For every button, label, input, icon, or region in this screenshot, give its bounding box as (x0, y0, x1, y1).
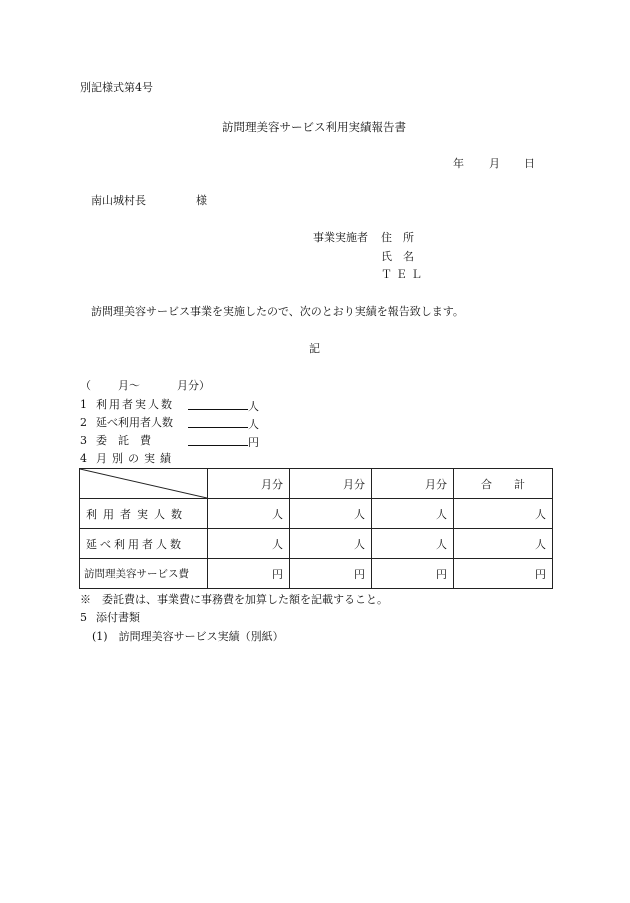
header-month-2: 月分 (290, 469, 372, 499)
table-cell[interactable]: 人 (208, 499, 290, 529)
table-cell[interactable]: 人 (372, 529, 454, 559)
address-label: 住 所 (381, 231, 414, 244)
item-unit: 円 (248, 436, 259, 449)
item-label: 月別の実績 (96, 452, 176, 465)
ki-heading: 記 (309, 342, 320, 355)
table-cell[interactable]: 人 (290, 529, 372, 559)
monthly-results-table (79, 468, 553, 589)
date-day: 日 (524, 157, 535, 170)
item-number: 3 (80, 434, 87, 447)
note: ※ 委託費は、事業費に事務費を加算した額を記載すること。 (80, 593, 388, 606)
blank-line[interactable] (188, 398, 248, 410)
blank-line[interactable] (188, 434, 248, 446)
table-row (80, 529, 553, 559)
table-cell[interactable]: 円 (372, 559, 454, 589)
table-cell[interactable]: 円 (290, 559, 372, 589)
period-open: （ (80, 379, 91, 392)
attachments-label: 添付書類 (96, 611, 140, 624)
date-month: 月 (489, 157, 500, 170)
item-label: 委 託 費 (96, 434, 151, 447)
addressee-name: 南山城村長 (91, 194, 146, 207)
item-entry (188, 416, 259, 432)
item-number: 2 (80, 416, 87, 429)
attachment-item: (1) 訪問理美容サービス実績（別紙） (92, 630, 284, 643)
item-entry (188, 434, 259, 450)
table-cell[interactable]: 人 (454, 499, 553, 529)
diagonal-line (80, 469, 207, 498)
item-number: 1 (80, 398, 87, 411)
row-label: 訪問理美容サービス費 (80, 559, 208, 589)
row-label: 利用者実人数 (80, 499, 208, 529)
item-unit: 人 (248, 400, 259, 413)
table-cell[interactable]: 円 (208, 559, 290, 589)
table-cell[interactable]: 人 (454, 529, 553, 559)
header-month-1: 月分 (208, 469, 290, 499)
table-cell[interactable]: 円 (454, 559, 553, 589)
row-label: 延べ利用者人数 (80, 529, 208, 559)
item-unit: 人 (248, 418, 259, 431)
form-number: 別記様式第4号 (80, 81, 153, 94)
item-number: 4 (80, 452, 87, 465)
implementer-label: 事業実施者 (313, 231, 368, 244)
statement: 訪問理美容サービス事業を実施したので、次のとおり実績を報告致します。 (91, 305, 464, 318)
table-header-row (80, 469, 553, 499)
addressee-honorific: 様 (196, 194, 207, 207)
document-title: 訪問理美容サービス利用実績報告書 (222, 120, 406, 134)
item-label: 利用者実人数 (96, 398, 174, 411)
blank-line[interactable] (188, 416, 248, 428)
table-cell[interactable]: 人 (208, 529, 290, 559)
header-month-3: 月分 (372, 469, 454, 499)
date-year: 年 (453, 157, 464, 170)
name-label: 氏 名 (381, 250, 414, 263)
table-row (80, 559, 553, 589)
attachments-number: 5 (80, 611, 87, 624)
period-month-from: 月～ (118, 379, 140, 392)
table-row (80, 499, 553, 529)
item-label: 延べ利用者人数 (96, 416, 173, 429)
period-month-to: 月分） (177, 379, 210, 392)
diagonal-header-cell (80, 469, 208, 499)
header-total: 合 計 (454, 469, 553, 499)
tel-label: ＴＥＬ (381, 268, 426, 281)
item-entry (188, 398, 259, 414)
table-cell[interactable]: 人 (290, 499, 372, 529)
table-cell[interactable]: 人 (372, 499, 454, 529)
